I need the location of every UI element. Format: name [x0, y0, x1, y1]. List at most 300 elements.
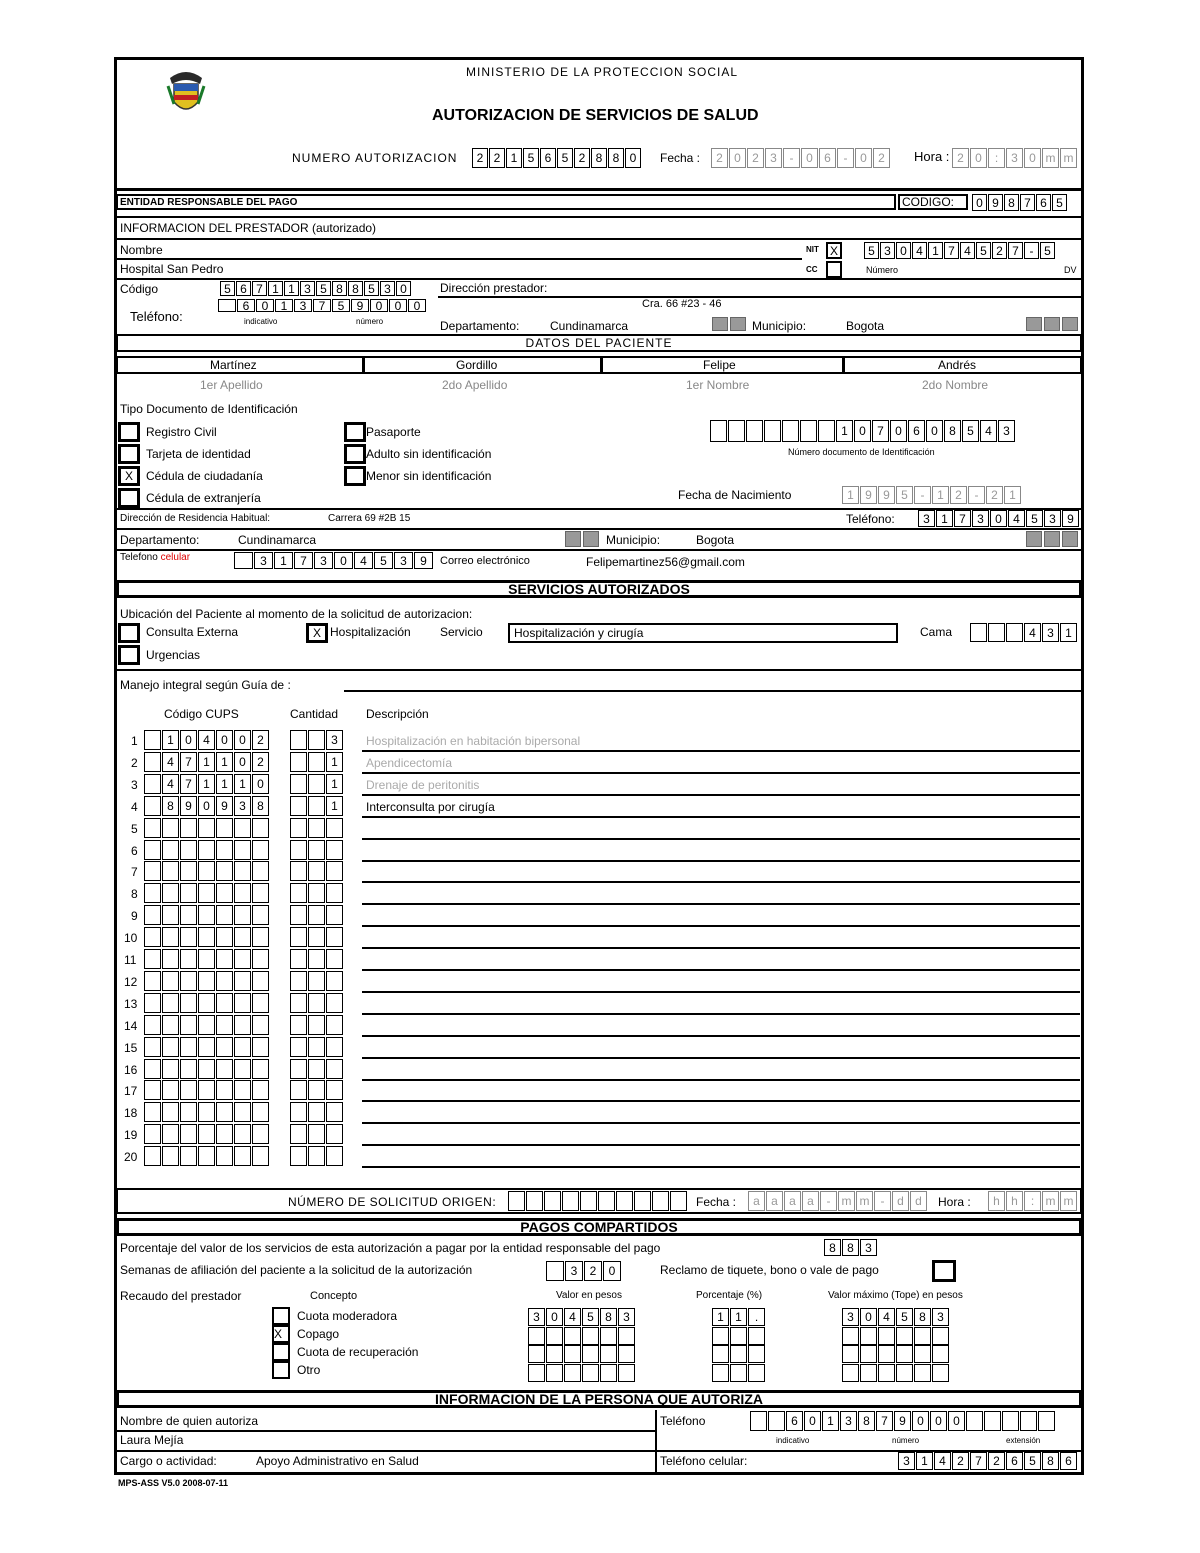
grid-cell[interactable]: 4: [564, 1308, 581, 1326]
grid-cell[interactable]: [582, 1345, 599, 1363]
digit-cell[interactable]: 8: [332, 281, 347, 296]
cups-digit[interactable]: [216, 861, 233, 881]
digit-cell[interactable]: 0: [625, 148, 641, 168]
cantidad-digit[interactable]: [308, 1015, 325, 1035]
cantidad-digit[interactable]: [326, 993, 343, 1013]
grid-cell[interactable]: [842, 1364, 859, 1382]
grid-cell[interactable]: [546, 1364, 563, 1382]
digit-cell[interactable]: 0: [855, 148, 872, 168]
cups-digit[interactable]: [144, 818, 161, 838]
grid-cell[interactable]: [712, 1345, 729, 1363]
grid-cell[interactable]: [618, 1327, 635, 1345]
cups-digit[interactable]: [180, 818, 197, 838]
grid-cell[interactable]: [932, 1327, 949, 1345]
cups-digit[interactable]: [162, 840, 179, 860]
digit-cell[interactable]: 5: [374, 552, 393, 569]
doc-type-checkbox[interactable]: X: [118, 466, 140, 486]
digit-cell[interactable]: -: [874, 1191, 891, 1211]
cantidad-digit[interactable]: [326, 927, 343, 947]
cups-digit[interactable]: [144, 774, 161, 794]
cups-digit[interactable]: [162, 1146, 179, 1166]
doc-type-checkbox[interactable]: [344, 422, 366, 442]
cups-digit[interactable]: [180, 971, 197, 991]
digit-cell[interactable]: 0: [1024, 148, 1041, 168]
cantidad-digit[interactable]: [308, 993, 325, 1013]
digit-cell[interactable]: [546, 1261, 564, 1281]
grid-cell[interactable]: [878, 1364, 895, 1382]
digit-cell[interactable]: 2: [489, 148, 505, 168]
cups-digit[interactable]: 9: [180, 796, 197, 816]
cantidad-digit[interactable]: [290, 927, 307, 947]
digit-cell[interactable]: 5: [1026, 510, 1043, 527]
grid-cell[interactable]: [528, 1327, 545, 1345]
cantidad-digit[interactable]: [290, 774, 307, 794]
cantidad-digit[interactable]: 1: [326, 796, 343, 816]
digit-cell[interactable]: [984, 1411, 1001, 1431]
grid-cell[interactable]: .: [748, 1308, 765, 1326]
cups-digit[interactable]: [252, 840, 269, 860]
digit-cell[interactable]: 8: [1042, 1452, 1059, 1470]
doc-type-checkbox[interactable]: [118, 444, 140, 464]
digit-cell[interactable]: 1: [1060, 623, 1077, 642]
digit-cell[interactable]: 3: [918, 510, 935, 527]
cantidad-digit[interactable]: [308, 883, 325, 903]
cantidad-digit[interactable]: [290, 752, 307, 772]
digit-cell[interactable]: 2: [952, 148, 969, 168]
doc-type-checkbox[interactable]: [118, 488, 140, 508]
cantidad-digit[interactable]: [326, 1080, 343, 1100]
cups-digit[interactable]: [144, 1124, 161, 1144]
cups-digit[interactable]: [198, 1146, 215, 1166]
cantidad-digit[interactable]: [308, 971, 325, 991]
grid-cell[interactable]: [860, 1364, 877, 1382]
cups-digit[interactable]: [180, 1059, 197, 1079]
digit-cell[interactable]: 4: [354, 552, 373, 569]
urgencias-checkbox[interactable]: [118, 645, 140, 665]
digit-cell[interactable]: 2: [747, 148, 764, 168]
digit-cell[interactable]: 0: [729, 148, 746, 168]
cups-digit[interactable]: [234, 1102, 251, 1122]
cantidad-digit[interactable]: [308, 818, 325, 838]
digit-cell[interactable]: 5: [557, 148, 573, 168]
grid-cell[interactable]: 8: [600, 1308, 617, 1326]
cups-digit[interactable]: 1: [216, 752, 233, 772]
digit-cell[interactable]: [598, 1191, 615, 1211]
grid-cell[interactable]: [748, 1364, 765, 1382]
digit-cell[interactable]: 3: [840, 1411, 857, 1431]
digit-cell[interactable]: 1: [836, 420, 853, 442]
grid-cell[interactable]: [860, 1345, 877, 1363]
cantidad-digit[interactable]: [290, 730, 307, 750]
grid-cell[interactable]: 3: [842, 1308, 859, 1326]
digit-cell[interactable]: [970, 623, 987, 642]
cups-digit[interactable]: [144, 927, 161, 947]
cups-digit[interactable]: [144, 883, 161, 903]
cups-digit[interactable]: [162, 971, 179, 991]
cups-digit[interactable]: 0: [180, 730, 197, 750]
digit-cell[interactable]: 9: [878, 486, 895, 504]
digit-cell[interactable]: 4: [960, 242, 975, 259]
cantidad-digit[interactable]: [308, 1059, 325, 1079]
cantidad-digit[interactable]: [290, 861, 307, 881]
cantidad-digit[interactable]: [290, 1124, 307, 1144]
cups-digit[interactable]: [198, 840, 215, 860]
cups-digit[interactable]: 0: [216, 730, 233, 750]
digit-cell[interactable]: [800, 420, 817, 442]
cups-digit[interactable]: [162, 1080, 179, 1100]
cups-digit[interactable]: 1: [234, 774, 251, 794]
cups-digit[interactable]: [216, 971, 233, 991]
cups-digit[interactable]: [234, 949, 251, 969]
grid-cell[interactable]: [914, 1364, 931, 1382]
cantidad-digit[interactable]: [308, 796, 325, 816]
cups-digit[interactable]: [252, 905, 269, 925]
cups-digit[interactable]: [144, 1037, 161, 1057]
cups-digit[interactable]: 4: [162, 752, 179, 772]
digit-cell[interactable]: 6: [237, 299, 255, 312]
digit-cell[interactable]: -: [820, 1191, 837, 1211]
digit-cell[interactable]: 1: [916, 1452, 933, 1470]
cups-digit[interactable]: [216, 1124, 233, 1144]
digit-cell[interactable]: 7: [252, 281, 267, 296]
cups-digit[interactable]: [162, 1015, 179, 1035]
grid-cell[interactable]: [748, 1327, 765, 1345]
cups-digit[interactable]: 9: [216, 796, 233, 816]
grid-cell[interactable]: 3: [618, 1308, 635, 1326]
cups-digit[interactable]: 0: [234, 730, 251, 750]
digit-cell[interactable]: 6: [819, 148, 836, 168]
cantidad-digit[interactable]: [326, 1059, 343, 1079]
cups-digit[interactable]: [144, 796, 161, 816]
digit-cell[interactable]: 5: [316, 281, 331, 296]
digit-cell[interactable]: 3: [998, 420, 1015, 442]
cups-digit[interactable]: [162, 1102, 179, 1122]
cantidad-digit[interactable]: [308, 1146, 325, 1166]
cantidad-digit[interactable]: [308, 949, 325, 969]
cups-digit[interactable]: [198, 861, 215, 881]
digit-cell[interactable]: 1: [842, 486, 859, 504]
digit-cell[interactable]: 1: [506, 148, 522, 168]
cantidad-digit[interactable]: [326, 1037, 343, 1057]
cantidad-digit[interactable]: [290, 1015, 307, 1035]
digit-cell[interactable]: 0: [972, 194, 987, 211]
cups-digit[interactable]: [144, 1059, 161, 1079]
digit-cell[interactable]: m: [1060, 148, 1077, 168]
digit-cell[interactable]: 5: [864, 242, 879, 259]
digit-cell[interactable]: 3: [314, 552, 333, 569]
digit-cell[interactable]: 9: [351, 299, 369, 312]
digit-cell[interactable]: 1: [268, 281, 283, 296]
cups-digit[interactable]: [180, 883, 197, 903]
cantidad-digit[interactable]: 1: [326, 752, 343, 772]
cantidad-digit[interactable]: [308, 752, 325, 772]
digit-cell[interactable]: 5: [976, 242, 991, 259]
digit-cell[interactable]: 3: [294, 299, 312, 312]
digit-cell[interactable]: 5: [1024, 1452, 1041, 1470]
digit-cell[interactable]: [750, 1411, 767, 1431]
cups-digit[interactable]: [234, 927, 251, 947]
cups-digit[interactable]: [162, 993, 179, 1013]
digit-cell[interactable]: [818, 420, 835, 442]
digit-cell[interactable]: 0: [930, 1411, 947, 1431]
cantidad-digit[interactable]: [308, 1124, 325, 1144]
cups-digit[interactable]: [144, 1015, 161, 1035]
cups-digit[interactable]: [180, 1102, 197, 1122]
digit-cell[interactable]: 2: [950, 486, 967, 504]
cups-digit[interactable]: [252, 1080, 269, 1100]
cups-digit[interactable]: [162, 905, 179, 925]
concepto-checkbox[interactable]: [272, 1361, 290, 1379]
digit-cell[interactable]: [764, 420, 781, 442]
cantidad-digit[interactable]: [290, 1146, 307, 1166]
digit-cell[interactable]: 3: [765, 148, 782, 168]
cups-digit[interactable]: [198, 971, 215, 991]
digit-cell[interactable]: 4: [980, 420, 997, 442]
cups-digit[interactable]: 8: [252, 796, 269, 816]
cantidad-digit[interactable]: [308, 1037, 325, 1057]
cantidad-digit[interactable]: [290, 971, 307, 991]
concepto-checkbox[interactable]: X: [272, 1325, 290, 1343]
cups-digit[interactable]: [234, 840, 251, 860]
cantidad-digit[interactable]: [290, 818, 307, 838]
cups-digit[interactable]: [144, 993, 161, 1013]
digit-cell[interactable]: 7: [954, 510, 971, 527]
digit-cell[interactable]: [508, 1191, 525, 1211]
digit-cell[interactable]: 2: [472, 148, 488, 168]
cups-digit[interactable]: [216, 927, 233, 947]
digit-cell[interactable]: -: [837, 148, 854, 168]
cups-digit[interactable]: [252, 1124, 269, 1144]
digit-cell[interactable]: h: [988, 1191, 1005, 1211]
digit-cell[interactable]: 9: [894, 1411, 911, 1431]
grid-cell[interactable]: [914, 1327, 931, 1345]
cups-digit[interactable]: [216, 905, 233, 925]
digit-cell[interactable]: 0: [804, 1411, 821, 1431]
cups-digit[interactable]: 7: [180, 774, 197, 794]
nit-checkbox[interactable]: [826, 242, 842, 259]
doc-type-checkbox[interactable]: [344, 444, 366, 464]
digit-cell[interactable]: 0: [926, 420, 943, 442]
digit-cell[interactable]: m: [856, 1191, 873, 1211]
digit-cell[interactable]: 2: [992, 242, 1007, 259]
cups-digit[interactable]: [252, 1037, 269, 1057]
cantidad-digit[interactable]: [290, 840, 307, 860]
cantidad-digit[interactable]: [308, 1102, 325, 1122]
cups-digit[interactable]: [252, 993, 269, 1013]
digit-cell[interactable]: [1002, 1411, 1019, 1431]
digit-cell[interactable]: 1: [928, 242, 943, 259]
cantidad-digit[interactable]: [290, 905, 307, 925]
digit-cell[interactable]: 7: [876, 1411, 893, 1431]
digit-cell[interactable]: [782, 420, 799, 442]
cups-digit[interactable]: 1: [198, 774, 215, 794]
cantidad-digit[interactable]: [326, 1102, 343, 1122]
digit-cell[interactable]: -: [1024, 242, 1039, 259]
grid-cell[interactable]: [896, 1364, 913, 1382]
cups-digit[interactable]: [198, 927, 215, 947]
cups-digit[interactable]: 0: [234, 752, 251, 772]
cups-digit[interactable]: [180, 1080, 197, 1100]
cups-digit[interactable]: [216, 993, 233, 1013]
grid-cell[interactable]: 0: [860, 1308, 877, 1326]
digit-cell[interactable]: 3: [565, 1261, 583, 1281]
cups-digit[interactable]: [252, 1102, 269, 1122]
digit-cell[interactable]: 3: [880, 242, 895, 259]
cups-digit[interactable]: [144, 730, 161, 750]
cups-digit[interactable]: [198, 1015, 215, 1035]
grid-cell[interactable]: 1: [730, 1308, 747, 1326]
grid-cell[interactable]: [600, 1327, 617, 1345]
digit-cell[interactable]: 3: [380, 281, 395, 296]
grid-cell[interactable]: [932, 1364, 949, 1382]
digit-cell[interactable]: 3: [898, 1452, 915, 1470]
digit-cell[interactable]: 2: [584, 1261, 602, 1281]
grid-cell[interactable]: [860, 1327, 877, 1345]
digit-cell[interactable]: 5: [1040, 242, 1055, 259]
cantidad-digit[interactable]: [290, 1059, 307, 1079]
digit-cell[interactable]: 1: [284, 281, 299, 296]
digit-cell[interactable]: 0: [912, 1411, 929, 1431]
digit-cell[interactable]: [526, 1191, 543, 1211]
digit-cell[interactable]: 0: [334, 552, 353, 569]
cups-digit[interactable]: [252, 971, 269, 991]
digit-cell[interactable]: 7: [1008, 242, 1023, 259]
digit-cell[interactable]: 8: [1004, 194, 1019, 211]
cups-digit[interactable]: [180, 840, 197, 860]
digit-cell[interactable]: 5: [220, 281, 235, 296]
cups-digit[interactable]: 2: [252, 730, 269, 750]
digit-cell[interactable]: [728, 420, 745, 442]
cups-digit[interactable]: [216, 949, 233, 969]
cups-digit[interactable]: [144, 1080, 161, 1100]
cups-digit[interactable]: [216, 818, 233, 838]
cantidad-digit[interactable]: [308, 774, 325, 794]
cups-digit[interactable]: [180, 1146, 197, 1166]
cantidad-digit[interactable]: [308, 927, 325, 947]
cups-digit[interactable]: [216, 883, 233, 903]
cups-digit[interactable]: 1: [198, 752, 215, 772]
cups-digit[interactable]: [180, 1037, 197, 1057]
cantidad-digit[interactable]: [308, 905, 325, 925]
grid-cell[interactable]: 3: [528, 1308, 545, 1326]
cups-digit[interactable]: [180, 993, 197, 1013]
digit-cell[interactable]: 5: [962, 420, 979, 442]
cups-digit[interactable]: [234, 818, 251, 838]
grid-cell[interactable]: [600, 1364, 617, 1382]
digit-cell[interactable]: 9: [988, 194, 1003, 211]
cantidad-digit[interactable]: [326, 949, 343, 969]
digit-cell[interactable]: 2: [952, 1452, 969, 1470]
cups-digit[interactable]: [162, 883, 179, 903]
cups-digit[interactable]: [144, 861, 161, 881]
reclamo-checkbox[interactable]: [932, 1260, 956, 1282]
grid-cell[interactable]: [730, 1327, 747, 1345]
grid-cell[interactable]: 4: [878, 1308, 895, 1326]
cups-digit[interactable]: [234, 1124, 251, 1144]
cantidad-digit[interactable]: 3: [326, 730, 343, 750]
digit-cell[interactable]: [768, 1411, 785, 1431]
cantidad-digit[interactable]: [290, 796, 307, 816]
cups-digit[interactable]: [198, 1080, 215, 1100]
cups-digit[interactable]: [144, 1146, 161, 1166]
digit-cell[interactable]: 1: [932, 486, 949, 504]
digit-cell[interactable]: 3: [860, 1239, 877, 1256]
cantidad-digit[interactable]: [290, 949, 307, 969]
cups-digit[interactable]: [198, 1124, 215, 1144]
digit-cell[interactable]: d: [910, 1191, 927, 1211]
cups-digit[interactable]: 4: [198, 730, 215, 750]
digit-cell[interactable]: [710, 420, 727, 442]
digit-cell[interactable]: [634, 1191, 651, 1211]
digit-cell[interactable]: 7: [944, 242, 959, 259]
digit-cell[interactable]: 8: [591, 148, 607, 168]
cantidad-digit[interactable]: 1: [326, 774, 343, 794]
digit-cell[interactable]: 6: [1060, 1452, 1077, 1470]
cups-digit[interactable]: [198, 1059, 215, 1079]
grid-cell[interactable]: [546, 1327, 563, 1345]
cantidad-digit[interactable]: [326, 1146, 343, 1166]
digit-cell[interactable]: 6: [1036, 194, 1051, 211]
digit-cell[interactable]: 2: [986, 486, 1003, 504]
cups-digit[interactable]: [180, 1015, 197, 1035]
cups-digit[interactable]: [144, 840, 161, 860]
digit-cell[interactable]: 3: [1006, 148, 1023, 168]
cups-digit[interactable]: 0: [252, 774, 269, 794]
digit-cell[interactable]: 8: [608, 148, 624, 168]
digit-cell[interactable]: [218, 299, 236, 312]
cantidad-digit[interactable]: [326, 905, 343, 925]
digit-cell[interactable]: 2: [873, 148, 890, 168]
cups-digit[interactable]: [234, 1146, 251, 1166]
digit-cell[interactable]: -: [914, 486, 931, 504]
digit-cell[interactable]: 0: [256, 299, 274, 312]
digit-cell[interactable]: 0: [948, 1411, 965, 1431]
concepto-checkbox[interactable]: [272, 1343, 290, 1361]
cups-digit[interactable]: [180, 1124, 197, 1144]
cups-digit[interactable]: [234, 993, 251, 1013]
cups-digit[interactable]: 4: [162, 774, 179, 794]
digit-cell[interactable]: [1038, 1411, 1055, 1431]
cups-digit[interactable]: [144, 752, 161, 772]
cups-digit[interactable]: [216, 840, 233, 860]
digit-cell[interactable]: 8: [348, 281, 363, 296]
cups-digit[interactable]: [162, 1124, 179, 1144]
grid-cell[interactable]: [528, 1345, 545, 1363]
cups-digit[interactable]: 8: [162, 796, 179, 816]
grid-cell[interactable]: [878, 1327, 895, 1345]
digit-cell[interactable]: m: [838, 1191, 855, 1211]
cups-digit[interactable]: [252, 818, 269, 838]
consulta-externa-checkbox[interactable]: [118, 623, 140, 643]
digit-cell[interactable]: [234, 552, 253, 569]
cantidad-digit[interactable]: [290, 883, 307, 903]
digit-cell[interactable]: 5: [332, 299, 350, 312]
grid-cell[interactable]: 5: [896, 1308, 913, 1326]
cantidad-digit[interactable]: [308, 1080, 325, 1100]
grid-cell[interactable]: 3: [932, 1308, 949, 1326]
digit-cell[interactable]: m: [1042, 148, 1059, 168]
digit-cell[interactable]: 7: [872, 420, 889, 442]
digit-cell[interactable]: 8: [944, 420, 961, 442]
grid-cell[interactable]: [878, 1345, 895, 1363]
cups-digit[interactable]: 1: [162, 730, 179, 750]
cups-digit[interactable]: [252, 861, 269, 881]
digit-cell[interactable]: [562, 1191, 579, 1211]
cups-digit[interactable]: [252, 927, 269, 947]
grid-cell[interactable]: [600, 1345, 617, 1363]
digit-cell[interactable]: 1: [822, 1411, 839, 1431]
digit-cell[interactable]: m: [1060, 1191, 1077, 1211]
